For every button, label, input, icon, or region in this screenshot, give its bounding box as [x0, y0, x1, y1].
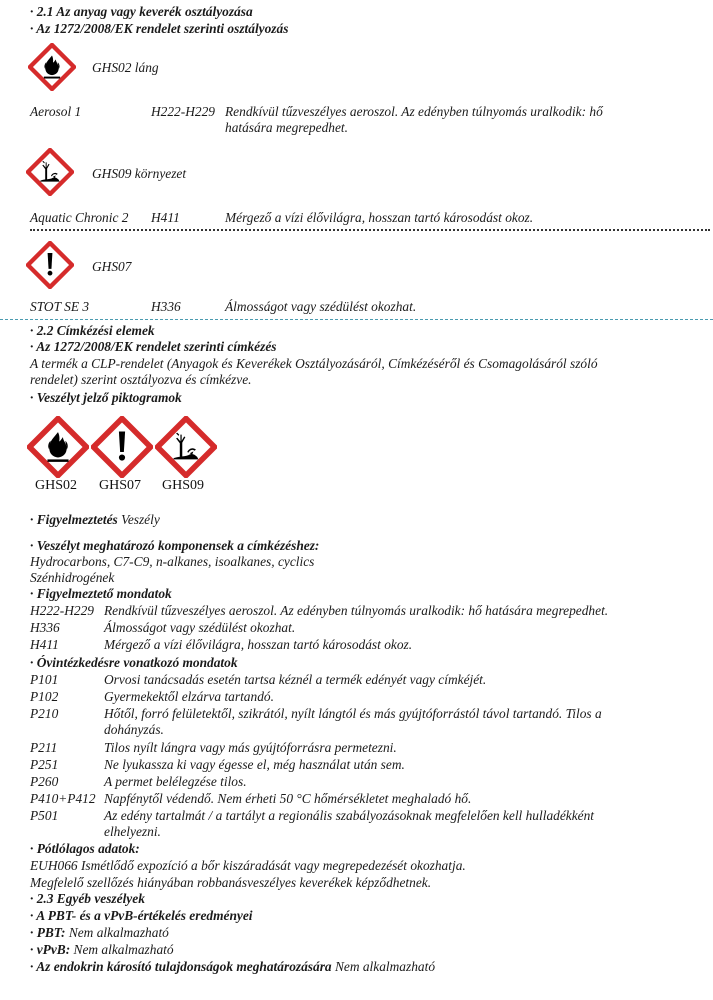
- pictogram-name: GHS02 láng: [92, 60, 159, 75]
- vpvb-row: [30, 942, 174, 958]
- additional-item: EUH066 Ismétlődő expozíció a bőr kiszáradását vagy megrepedezését okozhatja.: [30, 858, 466, 873]
- section-2-1-subtitle: · Az 1272/2008/EK rendelet szerinti osztályozás: [30, 21, 289, 36]
- hazard-statement-text: Mérgező a vízi élővilágra, hosszan tartó károsodást okoz.: [104, 637, 413, 652]
- additional-heading: · Pótlólagos adatok:: [30, 841, 140, 856]
- clp-intro-cont: rendelet) szerint osztályozva és címkézve.: [30, 372, 252, 387]
- section-2-2-subtitle: · Az 1272/2008/EK rendelet szerinti címkézés: [30, 339, 277, 354]
- signal-word: Veszély: [121, 512, 160, 527]
- hazard-text-cont: hatására megrepedhet.: [225, 120, 348, 135]
- pictogram-label: GHS07: [99, 478, 142, 493]
- pbt-label: · PBT:: [30, 925, 66, 940]
- hazard-code: H336: [151, 299, 181, 314]
- pictograms-heading: · Veszélyt jelző piktogramok: [30, 390, 182, 405]
- hazard-category: STOT SE 3: [30, 299, 90, 314]
- hazard-statement-code: H222-H229: [30, 603, 94, 618]
- precaution-code: P260: [30, 774, 59, 789]
- additional-item: Megfelelő szellőzés hiányában robbanásveszélyes keverékek képződhetnek.: [30, 875, 432, 890]
- signal-word-label: · Figyelmeztetés: [30, 512, 118, 527]
- dotted-divider: [30, 229, 710, 231]
- hazard-code: H411: [151, 210, 180, 225]
- exclamation-icon: [91, 416, 153, 478]
- hazard-text: Mérgező a vízi élővilágra, hosszan tartó károsodást okoz.: [225, 210, 534, 225]
- endocrine-label: · Az endokrin károsító tulajdonságok meghatározására: [30, 959, 332, 974]
- environment-icon: [155, 416, 217, 478]
- flame-icon: [27, 416, 89, 478]
- environment-icon: [26, 148, 74, 196]
- precaution-text-cont: dohányzás.: [104, 722, 164, 737]
- section-2-3-title: · 2.3 Egyéb veszélyek: [30, 891, 145, 906]
- precaution-code: P251: [30, 757, 59, 772]
- section-divider: [0, 319, 713, 320]
- section-2-1-title: · 2.1 Az anyag vagy keverék osztályozása: [30, 4, 253, 19]
- hazard-statement-text: Rendkívül tűzveszélyes aeroszol. Az edényben túlnyomás uralkodik: hő hatására megrepedhet.: [104, 603, 609, 618]
- hazard-category: Aquatic Chronic 2: [30, 210, 129, 225]
- endocrine-value: Nem alkalmazható: [334, 959, 436, 974]
- clp-intro: A termék a CLP-rendelet (Anyagok és Keverékek Osztályozásáról, Címkézéséről és Csomagolásáról szóló: [30, 356, 598, 371]
- signal-word-row: [30, 512, 160, 528]
- vpvb-label: · vPvB:: [30, 942, 71, 957]
- endocrine-row: [30, 959, 435, 975]
- precaution-text: Gyermekektől elzárva tartandó.: [104, 689, 274, 704]
- precaution-code: P101: [30, 672, 59, 687]
- pbt-value: Nem alkalmazható: [68, 925, 169, 940]
- precaution-text: Ne lyukassza ki vagy égesse el, még használat után sem.: [104, 757, 405, 772]
- component-item: Szénhidrogének: [30, 570, 115, 585]
- hazard-statement-code: H411: [30, 637, 59, 652]
- precaution-text: Tilos nyílt lángra vagy más gyújtóforrásra permetezni.: [104, 740, 397, 755]
- hazard-statement-text: Álmosságot vagy szédülést okozhat.: [104, 620, 296, 635]
- vpvb-value: Nem alkalmazható: [73, 942, 174, 957]
- flame-icon: [28, 43, 76, 91]
- exclamation-icon: [26, 241, 74, 289]
- hazard-text: Rendkívül tűzveszélyes aeroszol. Az edényben túlnyomás uralkodik: hő: [225, 104, 603, 119]
- precaution-code: P210: [30, 706, 59, 721]
- components-heading: · Veszélyt meghatározó komponensek a címkézéshez:: [30, 538, 320, 553]
- hazard-statements-heading: · Figyelmeztető mondatok: [30, 586, 172, 601]
- pbt-row: [30, 925, 169, 941]
- precaution-code: P102: [30, 689, 59, 704]
- pbt-heading: · A PBT- és a vPvB-értékelés eredményei: [30, 908, 253, 923]
- precaution-text: A permet belélegzése tilos.: [104, 774, 247, 789]
- precaution-code: P211: [30, 740, 58, 755]
- precaution-text: Orvosi tanácsadás esetén tartsa kéznél a termék edényét vagy címkéjét.: [104, 672, 487, 687]
- section-2-2-title: · 2.2 Címkézési elemek: [30, 323, 155, 338]
- hazard-category: Aerosol 1: [30, 104, 82, 119]
- pictogram-label: GHS02: [35, 478, 78, 493]
- hazard-text: Álmosságot vagy szédülést okozhat.: [225, 299, 417, 314]
- precaution-text-cont: elhelyezni.: [104, 824, 161, 839]
- precaution-text: Napfénytől védendő. Nem érheti 50 °C hőmérsékletet meghaladó hő.: [104, 791, 472, 806]
- precaution-code: P410+P412: [30, 791, 96, 806]
- precaution-code: P501: [30, 808, 59, 823]
- hazard-statement-code: H336: [30, 620, 60, 635]
- precaution-heading: · Óvintézkedésre vonatkozó mondatok: [30, 655, 238, 670]
- precaution-text: Az edény tartalmát / a tartályt a regionális szabályozásoknak megfelelően kell hulladékként: [104, 808, 595, 823]
- hazard-code: H222-H229: [151, 104, 215, 119]
- pictogram-label: GHS09: [162, 478, 205, 493]
- pictogram-name: GHS09 környezet: [92, 166, 187, 181]
- precaution-text: Hőtől, forró felületektől, szikrától, nyílt lángtól és más gyújtóforrástól távol tartandó. Tilos a: [104, 706, 602, 721]
- component-item: Hydrocarbons, C7-C9, n-alkanes, isoalkanes, cyclics: [30, 554, 315, 569]
- pictogram-name: GHS07: [92, 259, 132, 274]
